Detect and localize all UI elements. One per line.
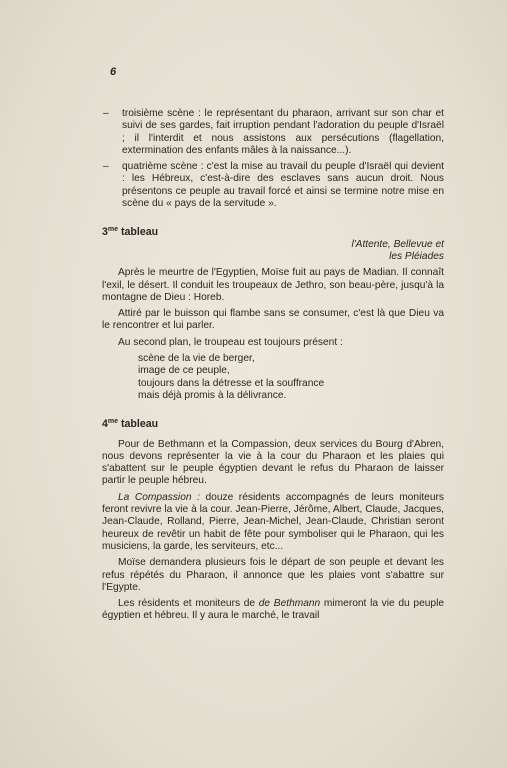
paragraph: Au second plan, le troupeau est toujours présent : — [118, 336, 343, 348]
page-number: 6 — [110, 66, 117, 78]
tableau-3-credits — [102, 239, 444, 264]
tableau-3-heading — [102, 224, 444, 238]
tableau-sup: me — [107, 418, 119, 426]
tableau-label: tableau — [120, 226, 159, 239]
tableau-label: tableau — [120, 418, 159, 431]
credits-line: l'Attente, Bellevue et — [351, 238, 444, 250]
paragraph — [102, 492, 444, 553]
list-item: toujours dans la détresse et la souffrance — [138, 377, 325, 389]
scene-text: troisième scène : le représentant du pharaon, arrivant sur son char et suivi de ses gardes, fait irruption pendant l'adoration du peuple d'Israël ; il l'interdit et nous assistons aux persécutions (flagellation, extermination des enfants mâles à la naissance...). — [122, 108, 444, 156]
indented-list — [138, 353, 444, 402]
scene-text: quatrième scène : c'est la mise au travail du peuple d'Israël qui devient : les Hébreux, c'est-à-dire des esclaves sans aucun droit. Nous présentons ce peuple au travail forcé et ainsi se termine notre mise en scène du « pays de la servitude ». — [122, 161, 444, 210]
dash-bullet: – — [103, 161, 109, 173]
credits-line: les Pléiades — [389, 250, 444, 262]
paragraph-text: Les résidents et moniteurs de — [118, 598, 259, 610]
paragraph: Attiré par le buisson qui flambe sans se consumer, c'est là que Dieu va le rencontrer et lui parler. — [102, 308, 444, 332]
scene-item — [102, 161, 444, 210]
paragraph-lead: La Compassion : — [118, 491, 200, 503]
list-item: scène de la vie de berger, — [138, 353, 255, 365]
list-item: image de ce peuple, — [138, 365, 230, 377]
paragraph-text: mimeront la vie du peuple égyptien et hébreu. Il y aura le marché, le travail — [102, 598, 445, 622]
paragraph: Après le meurtre de l'Egyptien, Moïse fuit au pays de Madian. Il connaît l'exil, le désert. Il conduit les troupeaux de Jethro, son beau-père, jusqu'à la montagne de Dieu : Horeb. — [102, 267, 444, 303]
tableau-number: 4 — [102, 418, 108, 431]
paragraph-text: douze résidents accompagnés de leurs moniteurs feront revivre la vie à la cour. Jean-Pierre, Jérôme, Albert, Claude, Jacques, Jean-Claude, Rolland, Pierre, Jean-Michel, Jean-Claude, Christian seront heureux de revêtir un habit de fête pour symboliser qui le Pharaon, qui les musiciens, la garde, les serviteurs, etc... — [102, 491, 444, 552]
list-item: mais déjà promis à la délivrance. — [138, 389, 287, 401]
tableau-4-heading — [102, 416, 444, 430]
tableau-number: 3 — [102, 226, 108, 239]
scene-item — [102, 108, 444, 157]
tableau-sup: me — [107, 226, 119, 234]
paragraph: Pour de Bethmann et la Compassion, deux services du Bourg d'Abren, nous devons représenter la vie à la cour du Pharaon et les plaies qui s'abattent sur le peuple égyptien devant le refus du Pharaon de laisser partir le peuple hébreu. — [102, 438, 444, 487]
paragraph-emphasis: de Bethmann — [258, 598, 321, 610]
dash-bullet: – — [103, 108, 109, 119]
page-content — [102, 108, 444, 627]
paragraph: Moïse demandera plusieurs fois le départ de son peuple et devant les refus répétés du Pharaon, il annonce que les plaies vont s'abattre sur l'Egypte. — [102, 557, 444, 593]
paragraph — [102, 598, 444, 623]
